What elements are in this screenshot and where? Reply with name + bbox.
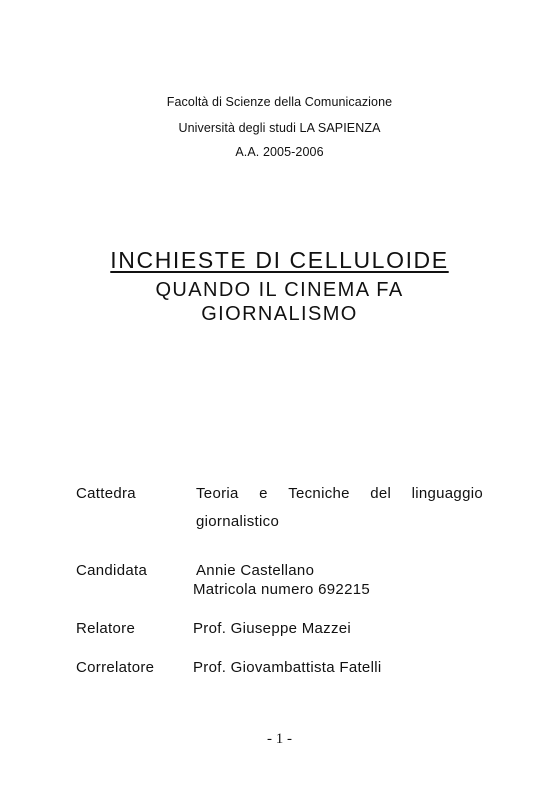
thesis-title — [0, 247, 559, 274]
academic-year: A.A. 2005-2006 — [235, 145, 324, 159]
cattedra-word: linguaggio — [411, 485, 483, 502]
cattedra-word: Tecniche — [288, 485, 350, 502]
cattedra-word: e — [259, 485, 268, 502]
university-name: Università degli studi LA SAPIENZA — [178, 121, 381, 135]
thesis-subtitle-line1: QUANDO IL CINEMA FA — [155, 279, 404, 301]
thesis-subtitle-line2: GIORNALISMO — [201, 303, 358, 325]
cattedra-label: Cattedra — [76, 485, 136, 502]
cattedra-word: Teoria — [196, 485, 239, 502]
relatore-label: Relatore — [76, 620, 136, 637]
page-number: - 1 - — [267, 731, 292, 747]
relatore-name: Prof. Giuseppe Mazzei — [193, 620, 352, 637]
cattedra-word: del — [370, 485, 392, 502]
candidata-name: Annie Castellano — [196, 562, 315, 579]
correlatore-name: Prof. Giovambattista Fatelli — [193, 659, 382, 676]
correlatore-label: Correlatore — [76, 659, 155, 676]
candidata-matricola: Matricola numero 692215 — [193, 581, 370, 598]
thesis-title-text: INCHIESTE DI CELLULOIDE — [110, 247, 449, 273]
faculty-name: Facoltà di Scienze della Comunicazione — [166, 95, 393, 109]
candidata-label: Candidata — [76, 562, 148, 579]
cattedra-value-line1 — [196, 485, 483, 502]
cattedra-value-line2: giornalistico — [196, 513, 280, 530]
